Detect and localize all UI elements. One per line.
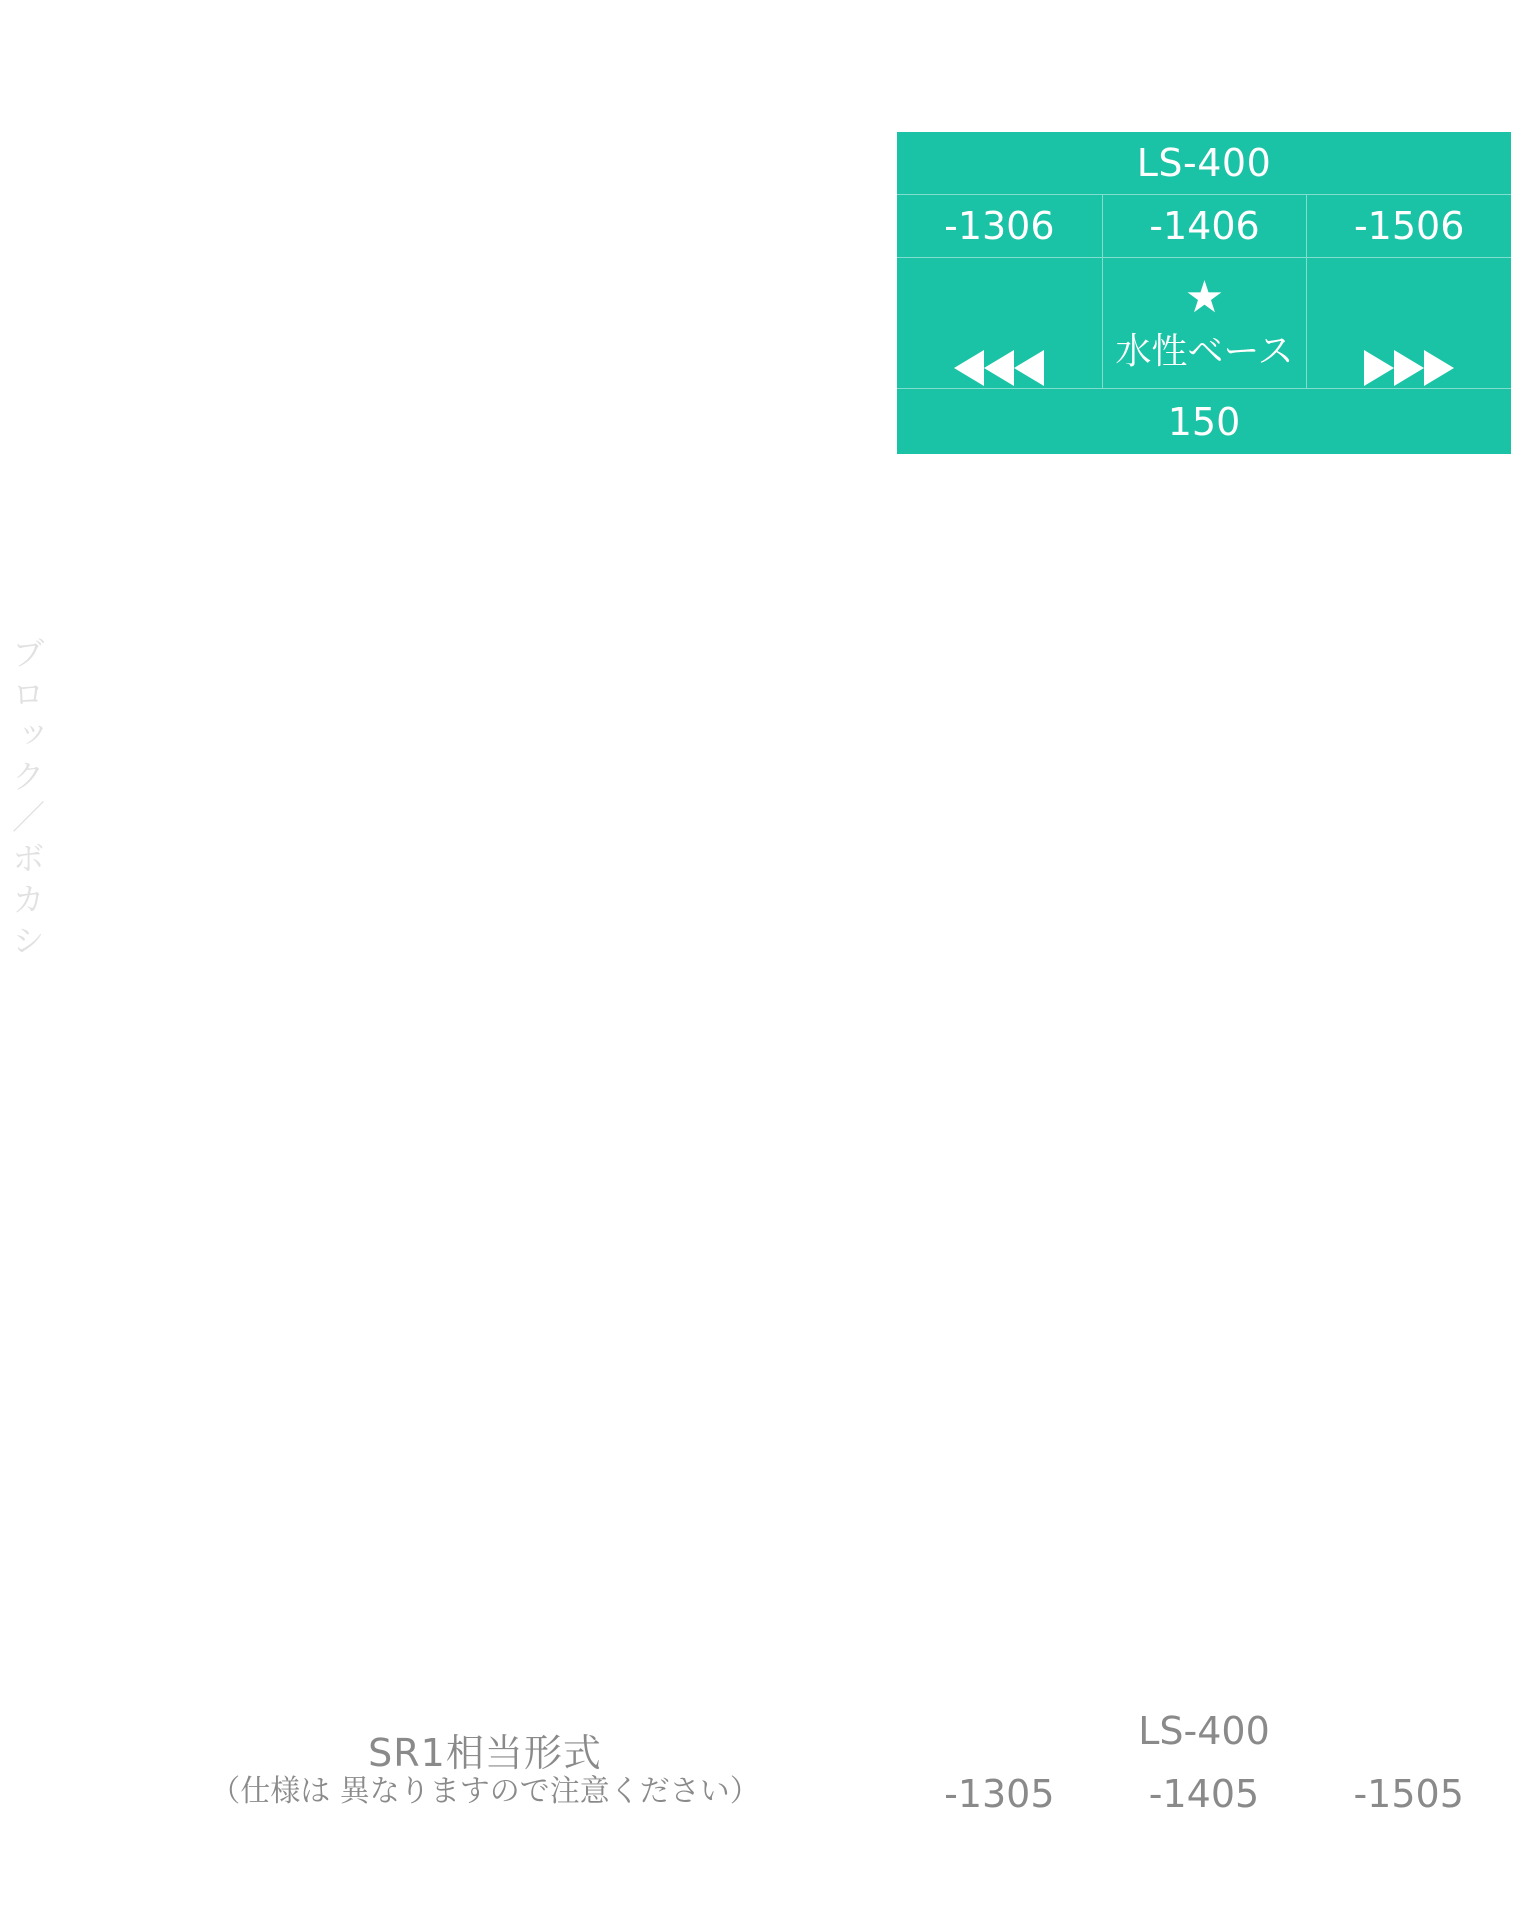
triple-left-arrow-icon bbox=[954, 350, 1044, 386]
equivalent-code-1: -1305 bbox=[944, 1771, 1055, 1816]
spec-code-1: -1306 bbox=[897, 194, 1102, 257]
equivalent-code-2: -1405 bbox=[1148, 1771, 1260, 1816]
spec-table bbox=[897, 132, 1511, 454]
spec-model-title: LS-400 bbox=[1136, 141, 1272, 185]
triple-right-arrow-icon bbox=[1364, 350, 1454, 386]
right-arrow-cell bbox=[1306, 257, 1511, 388]
spec-code-3: -1506 bbox=[1306, 194, 1511, 257]
side-vertical-label: ブロック／ボカシ bbox=[7, 636, 46, 964]
equivalent-table bbox=[897, 1700, 1511, 1825]
feature-cell bbox=[1102, 257, 1307, 388]
feature-label: 水性ベース bbox=[1115, 331, 1294, 372]
equivalent-title: SR1相当形式 bbox=[368, 1731, 602, 1775]
left-arrow-cell bbox=[897, 257, 1102, 388]
spec-code-2: -1406 bbox=[1102, 194, 1307, 257]
equivalent-code-3: -1505 bbox=[1353, 1771, 1464, 1816]
spec-total: 150 bbox=[897, 388, 1511, 454]
equivalent-model-title: LS-400 bbox=[1138, 1709, 1270, 1753]
equivalent-codes bbox=[897, 1762, 1511, 1825]
star-icon: ★ bbox=[1184, 272, 1225, 323]
equivalent-note: （仕様は 異なりますので注意ください） bbox=[210, 1774, 760, 1809]
